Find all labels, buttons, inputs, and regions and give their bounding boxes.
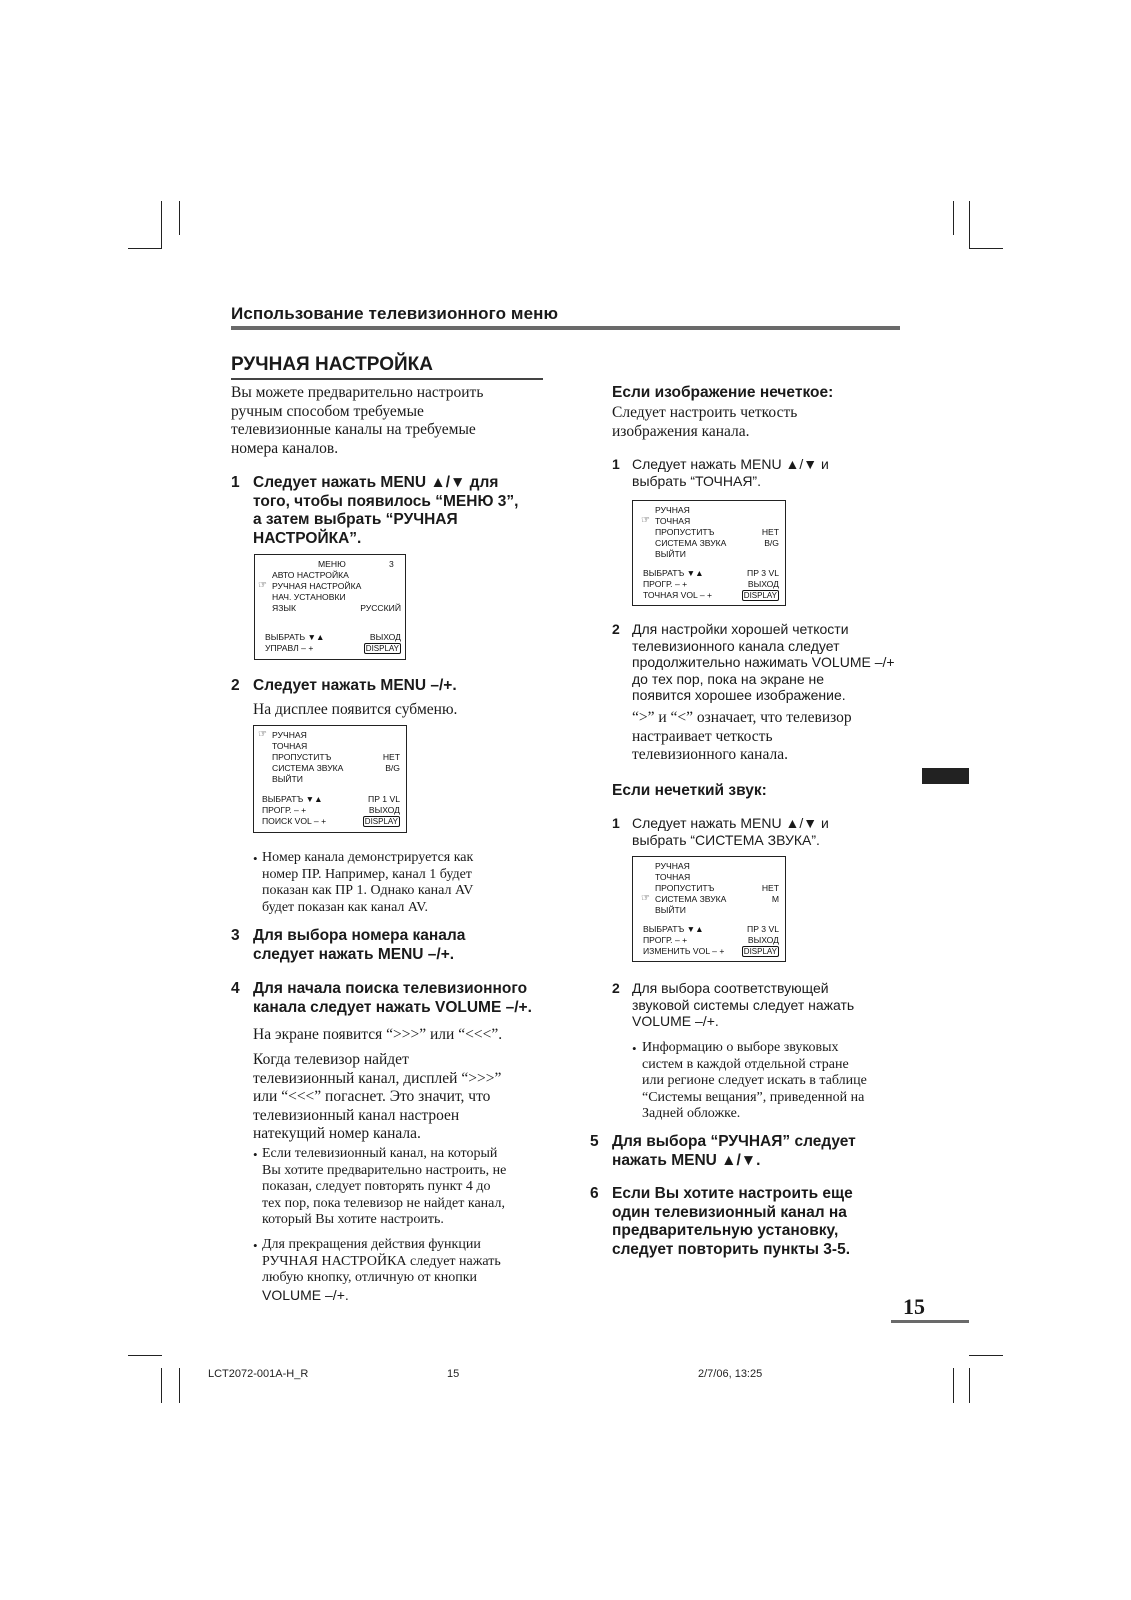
osd-footer: ВЫБРАТЪ ▼▲ <box>262 794 323 804</box>
text-line: систем в каждой отдельной стране <box>642 1056 849 1072</box>
osd-value: B/G <box>764 538 779 548</box>
intro-paragraph <box>231 384 551 458</box>
osd-footer: ПР 3 VL <box>747 924 779 934</box>
osd-item: ТОЧНАЯ <box>655 516 691 526</box>
text-line: выбрать “ТОЧНАЯ”. <box>632 472 761 489</box>
text-line: канала следует нажать VOLUME –/+. <box>253 998 532 1016</box>
pointing-hand-icon: ☞ <box>258 580 267 591</box>
text-line: номера каналов. <box>231 439 339 457</box>
step-5-text <box>612 1133 922 1170</box>
step-number: 3 <box>231 927 240 944</box>
pointing-hand-icon: ☞ <box>258 729 267 740</box>
text-line: номер ПР. Например, канал 1 будет <box>262 866 472 882</box>
text-line: Следует нажать MENU ▲/▼ для <box>253 474 499 491</box>
text-line: выбрать “СИСТЕМА ЗВУКА”. <box>632 831 820 848</box>
text-line: Следует нажать MENU ▲/▼ и <box>632 456 829 472</box>
step-2-subtext: На дисплее появится субменю. <box>253 701 458 718</box>
osd-footer: ПОИСК VOL – + <box>262 816 327 826</box>
text-line: Для выбора “РУЧНАЯ” следует <box>612 1133 856 1150</box>
text-line: телевизионный канал, дисплей “>>>” <box>253 1069 502 1087</box>
crop-mark <box>969 248 1003 249</box>
step-4-display-text: На экране появится “>>>” или “<<<”. <box>253 1026 503 1043</box>
crop-mark <box>161 201 162 248</box>
osd-submenu <box>253 725 407 833</box>
text-line: VOLUME –/+. <box>262 1286 349 1303</box>
step-1-text <box>253 474 563 548</box>
display-key-label: DISPLAY <box>365 644 399 653</box>
text-line: показан, следует повторять пункт 4 до <box>262 1179 491 1195</box>
section-tab-marker <box>922 768 969 784</box>
right-step-1-text <box>632 456 922 489</box>
text-line: Если телевизионный канал, на который <box>262 1146 498 1161</box>
osd-footer: ВЫХОД <box>368 805 400 815</box>
right-step-2-note <box>632 709 932 765</box>
osd-item: ТОЧНАЯ <box>272 741 308 751</box>
osd-title-number: 3 <box>389 559 394 569</box>
crop-mark <box>128 1355 162 1356</box>
display-key-label: DISPLAY <box>743 591 777 600</box>
osd-title: МЕНЮ <box>318 559 346 569</box>
text-line: телевизионные каналы на требуемые <box>231 421 476 439</box>
text-line: “>” и “<” означает, что телевизор <box>632 709 852 726</box>
crop-mark <box>179 1368 180 1403</box>
osd-item: СИСТЕМА ЗВУКА <box>655 538 727 548</box>
page-number-rule <box>891 1320 969 1323</box>
osd-value: НЕТ <box>761 527 779 537</box>
text-line: который Вы хотите настроить. <box>262 1212 444 1228</box>
osd-footer: ПРОГР. – + <box>643 935 688 945</box>
text-line: будет показан как канал AV. <box>262 899 429 915</box>
text-line: один телевизионный канал на <box>612 1203 847 1221</box>
pointing-hand-icon: ☞ <box>641 515 650 526</box>
text-line: показан как ПР 1. Однако канал AV <box>262 883 474 899</box>
display-key-label: DISPLAY <box>364 817 398 826</box>
osd-item: РУЧНАЯ <box>655 861 690 871</box>
step-4-text <box>253 980 573 1017</box>
text-line: того, чтобы появилось “МЕНЮ 3”, <box>253 492 519 510</box>
step-2-text: Следует нажать MENU –/+. <box>253 677 457 694</box>
step-number: 1 <box>231 474 240 491</box>
text-line: телевизионного канала. <box>632 746 788 764</box>
osd-item: СИСТЕМА ЗВУКА <box>272 763 344 773</box>
step-number: 2 <box>612 621 620 637</box>
osd-item: ВЫЙТИ <box>655 549 686 559</box>
osd-item: РУЧНАЯ <box>655 505 690 515</box>
text-line: Для прекращения действия функции <box>262 1237 481 1252</box>
text-line: Следует нажать MENU ▲/▼ и <box>632 815 829 831</box>
osd-value: M <box>771 894 779 904</box>
text-line: Информацию о выборе звуковых <box>642 1040 839 1055</box>
osd-footer: ВЫБРАТЬ ▼▲ <box>265 632 325 642</box>
text-line: настраивает четкость <box>632 727 773 745</box>
text-line: или регионе следует искать в таблице <box>642 1073 867 1089</box>
page-heading: РУЧНАЯ НАСТРОЙКА <box>231 354 433 375</box>
text-line: Если Вы хотите настроить еще <box>612 1185 853 1202</box>
step-number: 5 <box>590 1133 599 1150</box>
text-line: “Системы вещания”, приведенной на <box>642 1089 865 1105</box>
crop-mark <box>179 201 180 235</box>
step-number: 6 <box>590 1185 599 1202</box>
bullet-icon: • <box>253 1147 258 1162</box>
subheading-unclear-picture: Если изображение нечеткое: <box>612 384 834 401</box>
osd-item: НАЧ. УСТАНОВКИ <box>272 592 346 602</box>
step-number: 4 <box>231 980 240 997</box>
text-line: продолжительно нажимать VOLUME –/+ <box>632 654 895 670</box>
text-line: Для выбора номера канала <box>253 927 466 944</box>
text-line: Для настройки хорошей четкости <box>632 621 849 637</box>
text-line: РУЧНАЯ НАСТРОЙКА следует нажать <box>262 1253 501 1269</box>
bullet-icon: • <box>253 851 258 866</box>
osd-item: ПРОПУСТИТЪ <box>655 527 715 537</box>
step-number: 2 <box>612 980 620 996</box>
text-line: звуковой системы следует нажать <box>632 996 855 1013</box>
text-line: а затем выбрать “РУЧНАЯ <box>253 511 458 529</box>
step-number: 1 <box>612 815 620 831</box>
display-key-label: DISPLAY <box>743 947 777 956</box>
osd-item: АВТО НАСТРОЙКА <box>272 570 349 580</box>
text-line: Когда телевизор найдет <box>253 1051 409 1068</box>
osd-footer: ВЫХОД <box>747 579 779 589</box>
text-line: натекущий номер канала. <box>253 1125 421 1143</box>
osd-footer: ВЫБРАТЪ ▼▲ <box>643 924 704 934</box>
osd-footer: УПРАВЛ – + <box>265 643 314 653</box>
osd-item: ПРОПУСТИТЪ <box>272 752 332 762</box>
osd-item: ВЫЙТИ <box>655 905 686 915</box>
step-number: 2 <box>231 677 240 694</box>
text-line: Вы можете предварительно настроить <box>231 384 484 401</box>
osd-item: СИСТЕМА ЗВУКА <box>655 894 727 904</box>
osd-item: ПРОПУСТИТЪ <box>655 883 715 893</box>
osd-footer: ВЫБРАТЪ ▼▲ <box>643 568 704 578</box>
text-line: появится хорошее изображение. <box>632 687 846 703</box>
text-line: VOLUME –/+. <box>632 1013 719 1029</box>
pointing-hand-icon: ☞ <box>641 893 650 904</box>
osd-item: ЯЗЫК <box>272 603 297 613</box>
osd-footer: ПР 3 VL <box>747 568 779 578</box>
osd-item: ТОЧНАЯ <box>655 872 691 882</box>
osd-menu-3 <box>254 554 406 660</box>
text-line: изображения канала. <box>612 422 750 440</box>
osd-footer: ИЗМЕНИТЬ VOL – + <box>643 946 725 956</box>
text-line: до тех пор, пока на экране не <box>632 670 825 687</box>
bullet-icon: • <box>632 1041 637 1056</box>
crop-mark <box>969 1368 970 1403</box>
footer-document-code: LCT2072-001A-H_R <box>208 1368 309 1380</box>
osd-footer: ПРОГР. – + <box>262 805 307 815</box>
text-line: Задней обложке. <box>642 1106 741 1122</box>
step-number: 1 <box>612 456 620 472</box>
subheading-unclear-sound: Если нечеткий звук: <box>612 782 767 799</box>
bullet-icon: • <box>253 1238 258 1253</box>
text-line: Вы хотите предварительно настроить, не <box>262 1162 507 1178</box>
text-line: Следует настроить четкость <box>612 404 798 421</box>
step-4-explanation <box>253 1051 573 1144</box>
osd-footer: ПР 1 VL <box>368 794 400 804</box>
page-number: 15 <box>903 1294 925 1319</box>
note-3 <box>262 1237 572 1303</box>
heading-rule <box>231 378 543 380</box>
text-line: тех пор, пока телевизор не найдет канал, <box>262 1195 505 1211</box>
osd-item: РУЧНАЯ <box>272 730 307 740</box>
crop-mark <box>953 1368 954 1403</box>
osd-footer: ВЫХОД <box>369 632 401 642</box>
text-line: следует нажать MENU –/+. <box>253 945 455 963</box>
osd-value: НЕТ <box>761 883 779 893</box>
note-1 <box>262 850 562 916</box>
section-rule <box>231 326 900 330</box>
text-line: Номер канала демонстрируется как <box>262 850 474 865</box>
text-line: любую кнопку, отличную от кнопки <box>262 1270 478 1286</box>
step-6-text <box>612 1185 922 1259</box>
osd-value: НЕТ <box>382 752 400 762</box>
note-4 <box>642 1040 932 1123</box>
footer-page: 15 <box>447 1368 460 1380</box>
osd-footer: ПРОГР. – + <box>643 579 688 589</box>
crop-mark <box>969 201 970 248</box>
text-line: ручным способом требуемые <box>231 402 424 420</box>
text-line: НАСТРОЙКА”. <box>253 529 362 547</box>
osd-fine-tune <box>632 500 786 606</box>
right-step-3-text <box>632 815 922 848</box>
text-line: предварительную установку, <box>612 1222 839 1240</box>
osd-item: РУЧНАЯ НАСТРОЙКА <box>272 581 362 591</box>
text-line: телевизионный канал настроен <box>253 1106 460 1124</box>
step-3-text <box>253 927 563 964</box>
right-step-4-text <box>632 980 922 1030</box>
osd-sound-system <box>632 856 786 962</box>
osd-item: ВЫЙТИ <box>272 774 303 784</box>
text-line: Для выбора соответствующей <box>632 980 829 996</box>
text-line: Для начала поиска телевизионного <box>253 980 528 997</box>
text-line: следует повторить пункты 3-5. <box>612 1240 851 1258</box>
footer-datetime: 2/7/06, 13:25 <box>698 1368 763 1380</box>
crop-mark <box>953 201 954 235</box>
unclear-picture-text <box>612 404 912 441</box>
crop-mark <box>161 1368 162 1403</box>
text-line: или “<<<” погаснет. Это значит, что <box>253 1088 491 1106</box>
crop-mark <box>969 1355 1003 1356</box>
text-line: телевизионного канала следует <box>632 637 840 654</box>
note-2 <box>262 1146 572 1229</box>
osd-footer: ВЫХОД <box>747 935 779 945</box>
osd-value: РУССКИЙ <box>360 603 401 613</box>
osd-footer: ТОЧНАЯ VOL – + <box>643 590 713 600</box>
osd-value: B/G <box>385 763 400 773</box>
crop-mark <box>128 248 162 249</box>
section-title: Использование телевизионного меню <box>231 304 559 323</box>
text-line: нажать MENU ▲/▼. <box>612 1151 761 1169</box>
right-step-2-text <box>632 621 932 704</box>
